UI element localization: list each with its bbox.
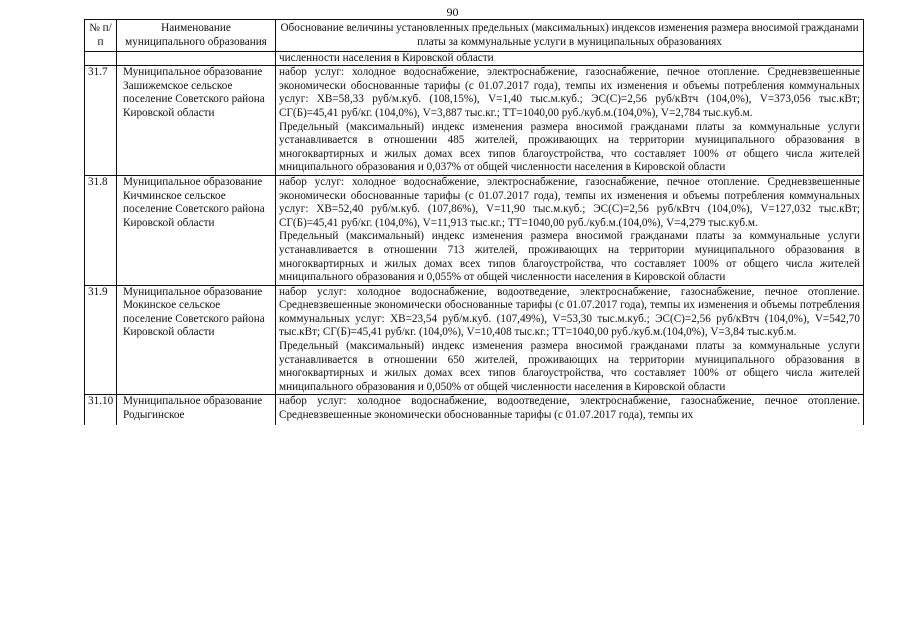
municipality-name: Муниципальное образование Кичминское сельское поселение Советского района Кировской области <box>117 175 276 285</box>
justification-cell <box>276 395 864 425</box>
table-row <box>85 395 864 425</box>
table-row <box>85 175 864 285</box>
table-row <box>85 66 864 176</box>
services-paragraph: набор услуг: холодное водоснабжение, водоотведение, электроснабжение, газоснабжение, печное отопление. Средневзвешенные экономически обоснованные тарифы (с 01.07.2017 года), темпы их изменения и объемы потребления коммунальных услуг: ХВ=23,54 руб/м.куб. (107,49%), V=53,30 тыс.м.куб.; ЭС(С)=2,56 руб/кВтч (104,0%), V=542,70 тыс.кВт; СГ(Б)=45,41 руб/кг. (104,0%), V=10,408 тыс.кг.; ТТ=1040,00 руб./куб.м.(104,0%), V=3,84 тыс.куб.м. <box>279 285 860 339</box>
services-paragraph: набор услуг: холодное водоснабжение, водоотведение, электроснабжение, газоснабжение, печное отопление. Средневзвешенные экономически обоснованные тарифы (с 01.07.2017 года), темпы их <box>279 395 860 422</box>
row-number: 31.10 <box>85 395 117 425</box>
justification-cell <box>276 285 864 395</box>
municipality-name: Муниципальное образование Зашижемское сельское поселение Советского района Кировской области <box>117 66 276 176</box>
continuation-row <box>85 52 864 66</box>
index-paragraph: Предельный (максимальный) индекс изменения размера вносимой гражданами платы за коммунальные услуги устанавливается в отношении 713 жителей, проживающих на территории муниципального образования в многоквартирных и жилых домах всех типов благоустройства, что составляет 100% от общего числа жителей мниципального образования и 0,055% от общей численности населения в Кировской области <box>279 230 860 284</box>
header-name: Наименование муниципального образования <box>117 20 276 52</box>
page-number: 90 <box>446 5 459 19</box>
row-number: 31.9 <box>85 285 117 395</box>
continuation-text: численности населения в Кировской области <box>276 52 864 66</box>
justification-cell <box>276 66 864 176</box>
services-paragraph: набор услуг: холодное водоснабжение, электроснабжение, газоснабжение, печное отопление. Средневзвешенные экономически обоснованные тарифы (с 01.07.2017 года), темпы их изменения и объемы потребления коммунальных услуг: ХВ=52,40 руб/м.куб. (107,86%), V=11,90 тыс.м.куб.; ЭС(С)=2,56 руб/кВтч (104,0%), V=127,032 тыс.кВт; СГ(Б)=45,41 руб/кг. (104,0%), V=11,913 тыс.кг.; ТТ=1040,00 руб./куб.м.(104,0%), V=4,279 тыс.куб.м. <box>279 175 860 229</box>
index-paragraph: Предельный (максимальный) индекс изменения размера вносимой гражданами платы за коммунальные услуги устанавливается в отношении 485 жителей, проживающих на территории муниципального образования в многоквартирных и жилых домах всех типов благоустройства, что составляет 100% от общего числа жителей мниципального образования и 0,037% от общей численности населения в Кировской области <box>279 120 860 174</box>
services-paragraph: набор услуг: холодное водоснабжение, электроснабжение, газоснабжение, печное отопление. Средневзвешенные экономически обоснованные тарифы (с 01.07.2017 года), темпы их изменения и объемы потребления коммунальных услуг: ХВ=58,33 руб/м.куб. (108,15%), V=1,40 тыс.м.куб.; ЭС(С)=2,56 руб/кВтч (104,0%), V=373,056 тыс.кВт; СГ(Б)=45,41 руб/кг. (104,0%), V=3,887 тыс.кг.; ТТ=1040,00 руб./куб.м.(104,0%), V=2,784 тыс.куб.м. <box>279 66 860 119</box>
municipality-name: Муниципальное образование Мокинское сельское поселение Советского района Кировской области <box>117 285 276 395</box>
justification-cell <box>276 175 864 285</box>
row-number: 31.7 <box>85 66 117 176</box>
municipality-name: Муниципальное образование Родыгинское <box>117 395 276 425</box>
header-justification: Обоснование величины установленных предельных (максимальных) индексов изменения размера вносимой гражданами платы за коммунальные услуги в муниципальных образованиях <box>276 20 864 52</box>
table-header-row <box>85 20 864 52</box>
index-paragraph: Предельный (максимальный) индекс изменения размера вносимой гражданами платы за коммунальные услуги устанавливается в отношении 650 жителей, проживающих на территории муниципального образования в многоквартирных и жилых домах всех типов благоустройства, что составляет 100% от общего числа жителей мниципального образования и 0,050% от общей численности населения в Кировской области <box>279 340 860 393</box>
tariff-table <box>84 19 864 425</box>
header-num: № п/п <box>85 20 117 52</box>
row-number: 31.8 <box>85 175 117 285</box>
table-row <box>85 285 864 395</box>
